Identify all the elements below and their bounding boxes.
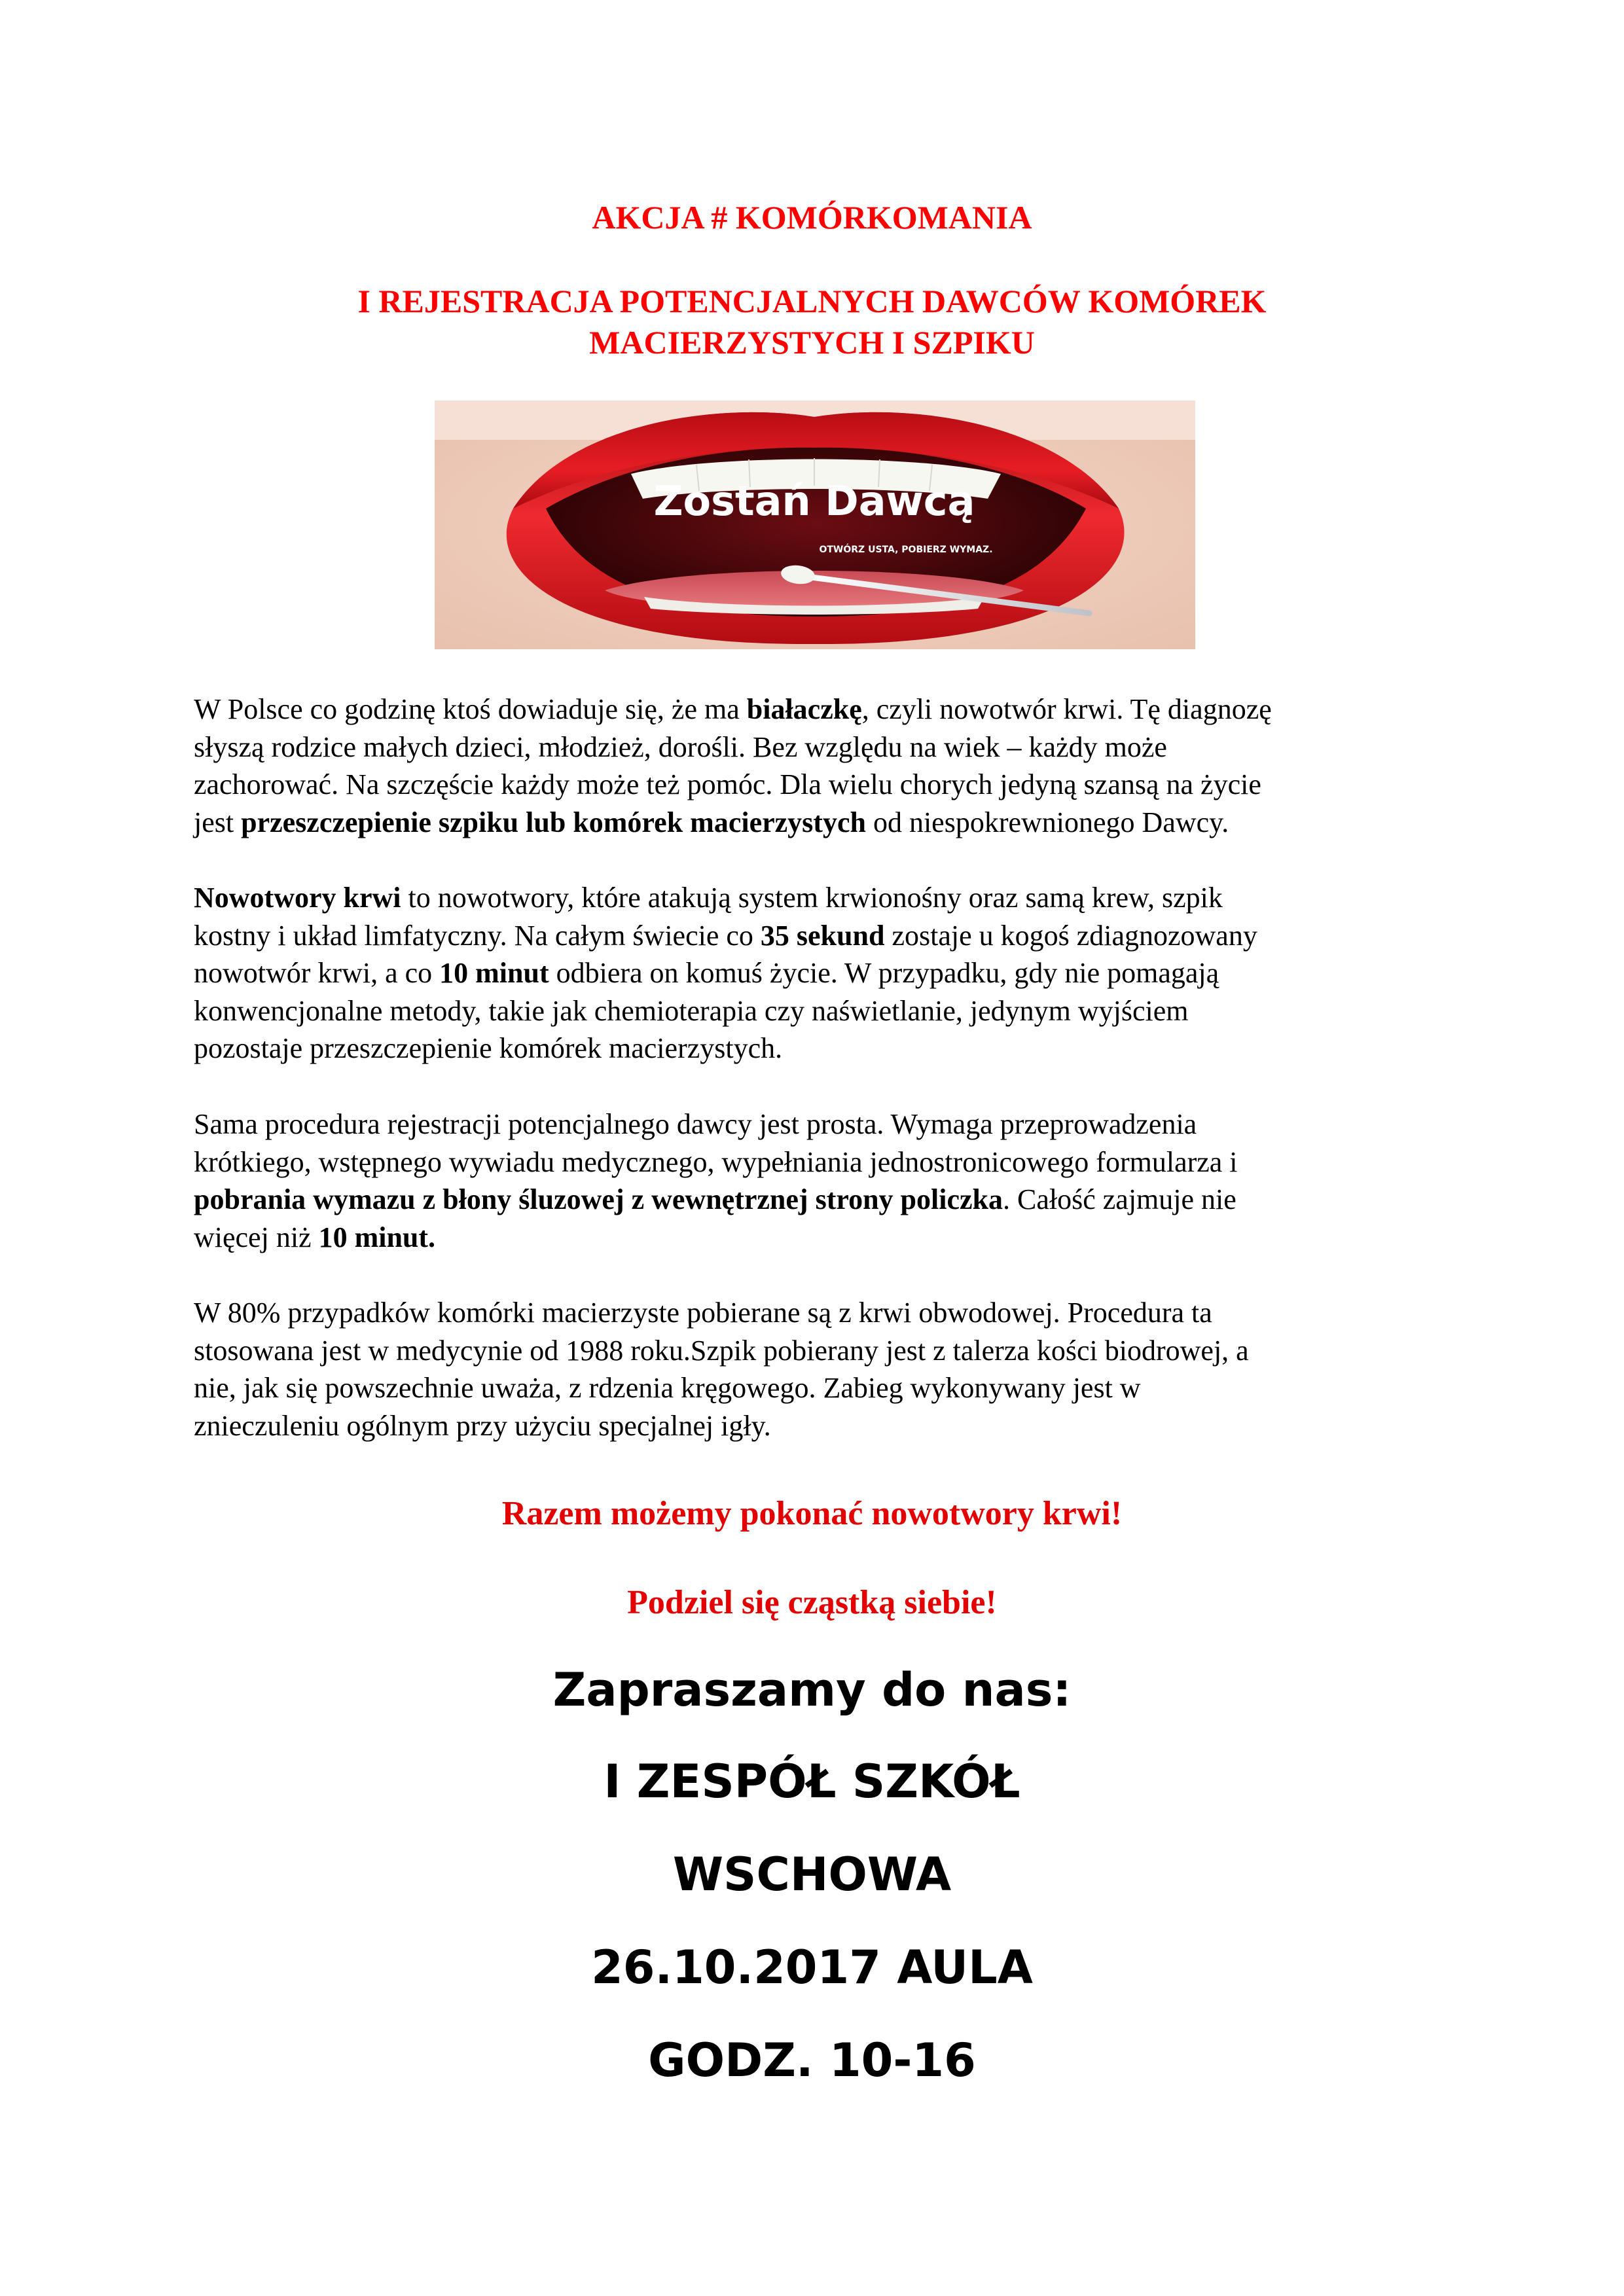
invitation-hours: GODZ. 10-16 [648, 2034, 976, 2087]
registration-title-line1: I REJESTRACJA POTENCJALNYCH DAWCÓW KOMÓREK [357, 283, 1267, 319]
invitation-date-place: 26.10.2017 AULA [591, 1941, 1033, 1994]
slogan-together: Razem możemy pokonać nowotwory krwi! [501, 1495, 1123, 1532]
invitation-school: I ZESPÓŁ SZKÓŁ [604, 1755, 1020, 1808]
hero-headline: Zostań Dawcą [653, 477, 975, 525]
campaign-title: AKCJA # KOMÓRKOMANIA [592, 199, 1032, 236]
invitation-heading: Zapraszamy do nas: [552, 1663, 1072, 1717]
donor-mouth-image [435, 401, 1195, 649]
registration-title-line2: MACIERZYSTYCH I SZPIKU [589, 324, 1035, 361]
slogan-share: Podziel się cząstką siebie! [627, 1584, 997, 1621]
paragraph-donation-methods: W 80% przypadków komórki macierzyste pobierane są z krwi obwodowej. Procedura ta stosowana jest w medycynie od 1988 roku.Szpik pobierany jest z talerza kości biodrowej, a nie, jak się powszechnie uważa, z rdzenia kręgowego. Zabieg wykonywany jest w znieczuleniu ogólnym przy użyciu specjalnej igły. [194, 1297, 1249, 1442]
paragraph-blood-cancer: Nowotwory krwi to nowotwory, które atakują system krwionośny oraz samą krew, szpik kostny i układ limfatyczny. Na całym świecie co 35 sekund zostaje u kogoś zdiagnozowany nowotwór krwi, a co 10 minut odbiera on komuś życie. W przypadku, gdy nie pomagają konwencjonalne metody, takie jak chemioterapia czy naświetlanie, jedynym wyjściem pozostaje przeszczepienie komórek macierzystych. [194, 882, 1257, 1064]
paragraph-leukemia-intro: W Polsce co godzinę ktoś dowiaduje się, że ma białaczkę, czyli nowotwór krwi. Tę diagnozę słyszą rodzice małych dzieci, młodzież, dorośli. Bez względu na wiek – każdy może zachorować. Na szczęście każdy może też pomóc. Dla wielu chorych jedyną szansą na życie jest przeszczepienie szpiku lub komórek macierzystych od niespokrewnionego Dawcy. [194, 693, 1272, 838]
invitation-town: WSCHOWA [672, 1848, 952, 1901]
hero-tagline: OTWÓRZ USTA, POBIERZ WYMAZ. [819, 545, 993, 555]
paragraph-registration-procedure: Sama procedura rejestracji potencjalnego dawcy jest prosta. Wymaga przeprowadzenia krótkiego, wstępnego wywiadu medycznego, wypełniania jednostronicowego formularza i pobrania wymazu z błony śluzowej z wewnętrznej strony policzka. Całość zajmuje nie więcej niż 10 minut. [194, 1108, 1238, 1253]
